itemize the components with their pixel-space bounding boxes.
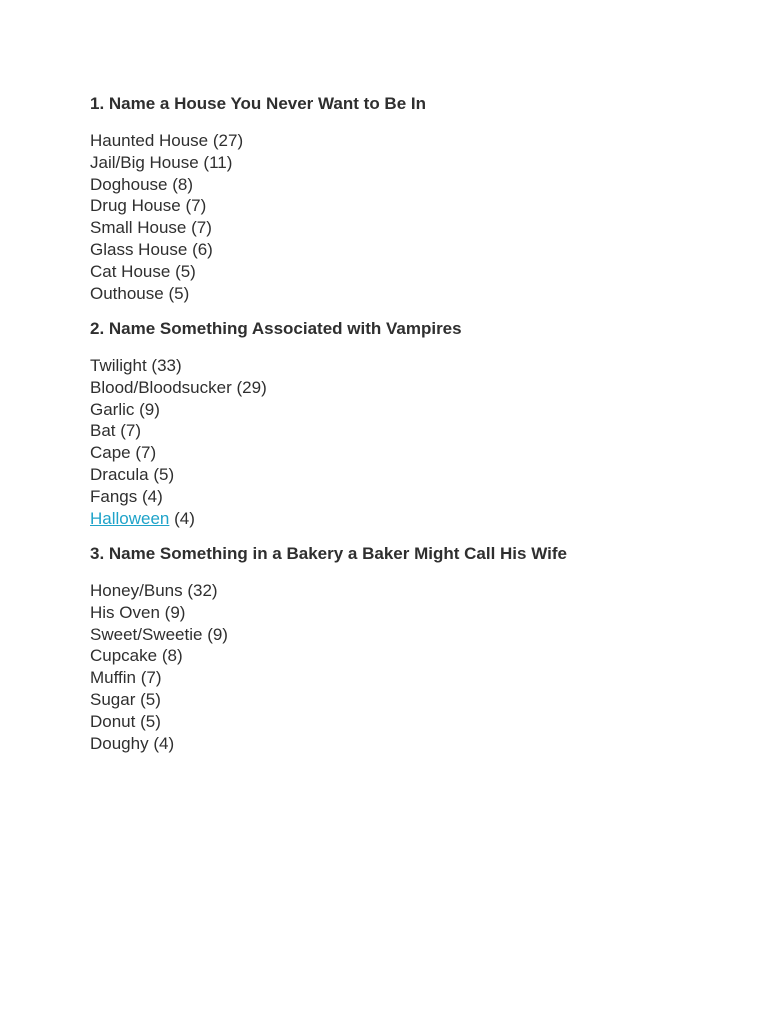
answer-item bbox=[90, 711, 730, 733]
question-title: 1. Name a House You Never Want to Be In bbox=[90, 94, 426, 113]
answer-list bbox=[90, 130, 730, 304]
answer-text: Doughy bbox=[90, 733, 149, 753]
answer-item bbox=[90, 689, 730, 711]
answer-count: (7) bbox=[191, 218, 212, 238]
answer-text: Drug House bbox=[90, 196, 181, 216]
answer-count: (5) bbox=[175, 261, 196, 281]
answer-count: (9) bbox=[139, 399, 160, 419]
answer-text: Sweet/Sweetie bbox=[90, 624, 203, 644]
answer-item bbox=[90, 645, 730, 667]
answer-text: Fangs bbox=[90, 486, 138, 506]
answer-count: (11) bbox=[203, 152, 233, 172]
answer-count: (33) bbox=[151, 356, 182, 375]
answer-count: (4) bbox=[153, 733, 175, 753]
answer-count: (4) bbox=[174, 508, 195, 528]
answer-text: Glass House bbox=[90, 239, 188, 259]
answer-item bbox=[90, 733, 730, 755]
answer-item bbox=[90, 667, 730, 689]
answer-text: Cape bbox=[90, 443, 131, 463]
answer-count: (9) bbox=[207, 624, 228, 644]
halloween-link[interactable]: Halloween bbox=[90, 508, 170, 528]
answer-item bbox=[90, 486, 730, 508]
answer-text: Bat bbox=[90, 421, 116, 441]
question-section-2 bbox=[90, 319, 730, 529]
question-section-3 bbox=[90, 544, 730, 754]
answer-count: (8) bbox=[172, 174, 194, 194]
answer-text: Small House bbox=[90, 218, 187, 238]
answer-count: (5) bbox=[168, 283, 190, 303]
answer-text: Muffin bbox=[90, 668, 136, 688]
answer-text: Sugar bbox=[90, 689, 136, 709]
answer-count: (27) bbox=[212, 131, 244, 150]
answer-list bbox=[90, 355, 730, 529]
answer-item bbox=[90, 464, 730, 486]
answer-count: (5) bbox=[153, 464, 175, 484]
answer-text: Garlic bbox=[90, 399, 135, 419]
answer-count: (4) bbox=[141, 486, 163, 506]
answer-count: (7) bbox=[140, 668, 162, 688]
answer-text: Twilight bbox=[90, 356, 147, 375]
question-title: 3. Name Something in a Bakery a Baker Might Call His Wife bbox=[90, 544, 567, 563]
answer-item bbox=[90, 355, 730, 377]
answer-text: Donut bbox=[90, 711, 136, 731]
answer-count: (8) bbox=[161, 646, 183, 666]
answer-count: (9) bbox=[164, 602, 186, 622]
answer-item bbox=[90, 420, 730, 442]
answer-item bbox=[90, 130, 730, 152]
answer-count: (7) bbox=[135, 443, 157, 463]
answer-text: Blood/Bloodsucker bbox=[90, 377, 232, 397]
answer-item bbox=[90, 239, 730, 261]
answer-item bbox=[90, 442, 730, 464]
answer-count: (29) bbox=[236, 377, 267, 397]
answer-item bbox=[90, 508, 730, 530]
answer-item bbox=[90, 602, 730, 624]
answer-list bbox=[90, 580, 730, 754]
answer-count: (5) bbox=[140, 711, 161, 731]
answer-count: (32) bbox=[187, 581, 218, 600]
answer-text: Jail/Big House bbox=[90, 152, 199, 172]
answer-text: Haunted House bbox=[90, 131, 209, 150]
question-section-1 bbox=[90, 94, 730, 304]
answer-item bbox=[90, 152, 730, 174]
answer-text: Cat House bbox=[90, 261, 171, 281]
answer-count: (5) bbox=[140, 689, 161, 709]
answer-text: Doghouse bbox=[90, 174, 168, 194]
answer-item bbox=[90, 174, 730, 196]
answer-text: Honey/Buns bbox=[90, 581, 183, 600]
answer-item bbox=[90, 399, 730, 421]
answer-item bbox=[90, 261, 730, 283]
answer-text: Dracula bbox=[90, 464, 149, 484]
answer-text: His Oven bbox=[90, 602, 160, 622]
answer-count: (6) bbox=[192, 239, 213, 259]
answer-count: (7) bbox=[185, 196, 207, 216]
answer-item bbox=[90, 195, 730, 217]
answer-item bbox=[90, 217, 730, 239]
answer-text: Outhouse bbox=[90, 283, 164, 303]
answer-item bbox=[90, 580, 730, 602]
answer-count: (7) bbox=[120, 421, 142, 441]
answer-item bbox=[90, 377, 730, 399]
answer-text: Cupcake bbox=[90, 646, 158, 666]
answer-item bbox=[90, 624, 730, 646]
question-title: 2. Name Something Associated with Vampires bbox=[90, 319, 462, 338]
answer-item bbox=[90, 283, 730, 305]
